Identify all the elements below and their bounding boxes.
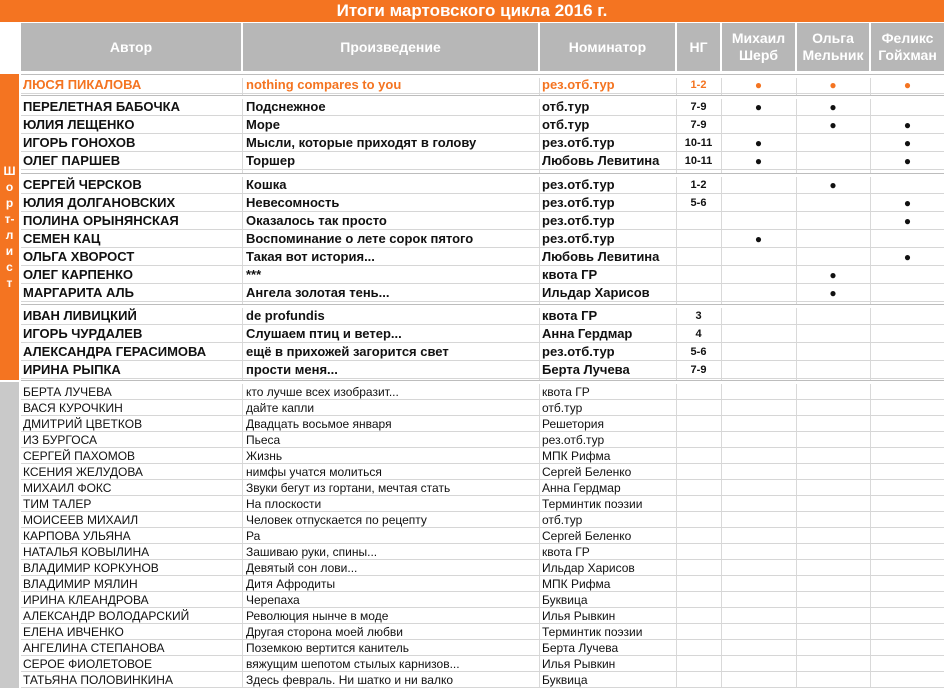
cell-work: nothing compares to you: [246, 77, 402, 92]
cell-author: ОЛЕГ КАРПЕНКО: [23, 267, 134, 282]
table-row: [0, 152, 944, 170]
cell-nominator: отб.тур: [542, 117, 590, 132]
cell-nominator: рез.отб.тур: [542, 177, 615, 192]
table-row: [0, 76, 944, 94]
cell-author: ЮЛИЯ ЛЕЩЕНКО: [23, 117, 135, 132]
cell-judge-melnik: [797, 448, 869, 464]
cell-author: ИРИНА РЫПКА: [23, 362, 121, 377]
cell-nominator: отб.тур: [542, 99, 590, 114]
cell-judge-melnik: [797, 480, 869, 496]
cell-judge-sherb: [722, 512, 795, 528]
cell-judge-sherb: [722, 416, 795, 432]
cell-judge-melnik: [797, 544, 869, 560]
cell-judge-goikhman: [871, 448, 944, 464]
cell-judge-goikhman: ●: [903, 118, 912, 132]
table-row: [0, 528, 944, 544]
cell-ng: 7-9: [690, 101, 707, 113]
table-row: [0, 592, 944, 608]
cell-work: Двадцать восьмое января: [246, 417, 392, 431]
cell-ng: 7-9: [690, 119, 707, 131]
cell-nominator: Буквица: [542, 593, 588, 607]
table-row: [0, 266, 944, 284]
table-row: [0, 400, 944, 416]
cell-judge-sherb: ●: [754, 136, 763, 150]
cell-ng: 10-11: [684, 137, 713, 149]
cell-judge-melnik: [797, 248, 869, 266]
cell-judge-sherb: [722, 116, 795, 134]
table-row: [0, 544, 944, 560]
cell-work: дайте капли: [246, 401, 315, 415]
cell-work: Черепаха: [246, 593, 300, 607]
cell-judge-melnik: [797, 560, 869, 576]
table-row: [0, 384, 944, 400]
cell-judge-melnik: [797, 576, 869, 592]
cell-ng: 1-2: [690, 79, 707, 91]
table-row: [0, 325, 944, 343]
cell-nominator: рез.отб.тур: [542, 195, 615, 210]
cell-work: ***: [246, 267, 262, 282]
header-judge-sherb: Михаил Шерб: [722, 23, 795, 71]
cell-nominator: отб.тур: [542, 401, 583, 415]
cell-ng: [677, 560, 720, 576]
cell-author: ТАТЬЯНА ПОЛОВИНКИНА: [23, 673, 173, 687]
header-author: Автор: [21, 23, 241, 71]
cell-judge-melnik: [797, 400, 869, 416]
cell-judge-sherb: [722, 307, 795, 325]
table-row: [0, 307, 944, 325]
cell-author: ПОЛИНА ОРЫНЯНСКАЯ: [23, 213, 179, 228]
cell-judge-melnik: [797, 384, 869, 400]
cell-ng: [677, 496, 720, 512]
cell-author: ОЛЕГ ПАРШЕВ: [23, 153, 121, 168]
cell-author: МАРГАРИТА АЛЬ: [23, 285, 134, 300]
cell-judge-sherb: [722, 194, 795, 212]
cell-author: ОЛЬГА ХВОРОСТ: [23, 249, 135, 264]
cell-judge-sherb: [722, 432, 795, 448]
cell-author: ИВАН ЛИВИЦКИЙ: [23, 308, 137, 323]
cell-ng: [677, 672, 720, 688]
cell-author: ЛЮСЯ ПИКАЛОВА: [23, 77, 142, 92]
cell-judge-goikhman: [871, 640, 944, 656]
table-row: [0, 98, 944, 116]
cell-author: АНГЕЛИНА СТЕПАНОВА: [23, 641, 165, 655]
cell-work: Здесь февраль. Ни шатко и ни валко: [246, 673, 454, 687]
table-row: [0, 448, 944, 464]
cell-judge-melnik: [797, 608, 869, 624]
table-row: [0, 248, 944, 266]
cell-nominator: МПК Рифма: [542, 577, 611, 591]
cell-author: ЕЛЕНА ИВЧЕНКО: [23, 625, 124, 639]
cell-judge-sherb: [722, 640, 795, 656]
row-divider: [21, 301, 944, 302]
cell-judge-melnik: [797, 656, 869, 672]
cell-judge-goikhman: [871, 400, 944, 416]
cell-judge-melnik: [797, 464, 869, 480]
cell-work: Море: [246, 117, 280, 132]
cell-judge-goikhman: [871, 544, 944, 560]
cell-nominator: Любовь Левитина: [542, 153, 660, 168]
cell-ng: [677, 212, 720, 230]
cell-nominator: рез.отб.тур: [542, 344, 615, 359]
cell-judge-goikhman: [871, 343, 944, 361]
cell-judge-melnik: [797, 512, 869, 528]
table-row: [0, 432, 944, 448]
cell-judge-goikhman: [871, 672, 944, 688]
cell-ng: [677, 640, 720, 656]
cell-author: АЛЕКСАНДРА ГЕРАСИМОВА: [23, 344, 207, 359]
cell-judge-goikhman: [871, 361, 944, 379]
cell-judge-goikhman: ●: [903, 196, 912, 210]
cell-ng: 5-6: [690, 346, 707, 358]
cell-nominator: Ильдар Харисов: [542, 561, 635, 575]
cell-judge-melnik: [797, 496, 869, 512]
cell-work: Воспоминание о лете сорок пятого: [246, 231, 474, 246]
cell-ng: [677, 384, 720, 400]
cell-judge-melnik: [797, 307, 869, 325]
cell-ng: 3: [695, 310, 702, 322]
cell-ng: [677, 656, 720, 672]
cell-author: ИЗ БУРГОСА: [23, 433, 97, 447]
cell-work: de profundis: [246, 308, 325, 323]
cell-author: МОИСЕЕВ МИХАИЛ: [23, 513, 139, 527]
cell-judge-goikhman: [871, 592, 944, 608]
table-row: [0, 576, 944, 592]
cell-judge-sherb: [722, 343, 795, 361]
cell-work: Невесомность: [246, 195, 340, 210]
cell-judge-sherb: [722, 400, 795, 416]
cell-judge-goikhman: [871, 284, 944, 302]
cell-ng: [677, 284, 720, 302]
table-row: [0, 361, 944, 379]
cell-author: АЛЕКСАНДР ВОЛОДАРСКИЙ: [23, 609, 190, 623]
table-row: [0, 343, 944, 361]
cell-judge-melnik: ●: [829, 118, 837, 132]
cell-judge-goikhman: [871, 176, 944, 194]
cell-judge-melnik: [797, 592, 869, 608]
cell-judge-sherb: [722, 656, 795, 672]
cell-judge-sherb: [722, 608, 795, 624]
cell-ng: [677, 480, 720, 496]
header-judge-melnik: Ольга Мельник: [797, 23, 869, 71]
cell-judge-goikhman: [871, 464, 944, 480]
cell-judge-sherb: [722, 496, 795, 512]
cell-judge-sherb: [722, 480, 795, 496]
table-row: [0, 672, 944, 688]
cell-author: ИРИНА КЛЕАНДРОВА: [23, 593, 149, 607]
cell-work: Поземкою вертится канитель: [246, 641, 409, 655]
cell-judge-goikhman: [871, 656, 944, 672]
cell-nominator: Терминтик поэзии: [542, 625, 643, 639]
cell-work: нимфы учатся молиться: [246, 465, 382, 479]
cell-judge-sherb: ●: [754, 100, 763, 114]
cell-judge-melnik: ●: [829, 178, 837, 192]
cell-work: Зашиваю руки, спины...: [246, 545, 378, 559]
page-title: Итоги мартовского цикла 2016 г.: [0, 0, 944, 22]
table-row: [0, 512, 944, 528]
cell-judge-melnik: [797, 528, 869, 544]
cell-author: НАТАЛЬЯ КОВЫЛИНА: [23, 545, 150, 559]
cell-ng: 10-11: [684, 155, 713, 167]
cell-author: СЕРГЕЙ ПАХОМОВ: [23, 449, 136, 463]
table-row: [0, 230, 944, 248]
cell-nominator: квота ГР: [542, 545, 590, 559]
cell-work: Слушаем птиц и ветер...: [246, 326, 402, 341]
cell-judge-melnik: [797, 134, 869, 152]
cell-judge-sherb: [722, 266, 795, 284]
cell-judge-melnik: [797, 640, 869, 656]
cell-author: ТИМ ТАЛЕР: [23, 497, 92, 511]
cell-nominator: Берта Лучева: [542, 641, 619, 655]
table-row: [0, 116, 944, 134]
table-row: [0, 176, 944, 194]
cell-judge-melnik: ●: [829, 268, 837, 282]
cell-nominator: рез.отб.тур: [542, 213, 615, 228]
cell-nominator: рез.отб.тур: [542, 135, 615, 150]
cell-judge-sherb: [722, 384, 795, 400]
cell-work: Оказалось так просто: [246, 213, 387, 228]
cell-nominator: Терминтик поэзии: [542, 497, 643, 511]
cell-ng: [677, 608, 720, 624]
cell-judge-sherb: [722, 248, 795, 266]
cell-ng: [677, 592, 720, 608]
cell-nominator: квота ГР: [542, 267, 598, 282]
cell-ng: [677, 528, 720, 544]
cell-ng: [677, 576, 720, 592]
cell-author: БЕРТА ЛУЧЕВА: [23, 385, 112, 399]
cell-judge-goikhman: [871, 98, 944, 116]
cell-judge-sherb: [722, 464, 795, 480]
cell-judge-goikhman: [871, 528, 944, 544]
row-divider: [21, 93, 944, 94]
cell-judge-goikhman: [871, 560, 944, 576]
cell-author: МИХАИЛ ФОКС: [23, 481, 112, 495]
cell-work: Ангела золотая тень...: [246, 285, 390, 300]
cell-work: Жизнь: [246, 449, 283, 463]
cell-nominator: Берта Лучева: [542, 362, 630, 377]
cell-judge-goikhman: ●: [903, 154, 912, 168]
cell-author: ВЛАДИМИР КОРКУНОВ: [23, 561, 159, 575]
header-nominator: Номинатор: [540, 23, 675, 71]
cell-judge-goikhman: [871, 496, 944, 512]
cell-ng: [677, 266, 720, 284]
cell-author: СЕМЕН КАЦ: [23, 231, 101, 246]
cell-judge-sherb: [722, 592, 795, 608]
cell-ng: [677, 512, 720, 528]
table-row: [0, 480, 944, 496]
table-row: [0, 212, 944, 230]
cell-judge-goikhman: [871, 576, 944, 592]
cell-work: Мысли, которые приходят в голову: [246, 135, 477, 150]
cell-ng: [677, 416, 720, 432]
cell-author: КСЕНИЯ ЖЕЛУДОВА: [23, 465, 143, 479]
table-row: [0, 496, 944, 512]
table-row: [0, 608, 944, 624]
cell-author: ВЛАДИМИР МЯЛИН: [23, 577, 138, 591]
cell-judge-goikhman: [871, 307, 944, 325]
cell-judge-goikhman: [871, 432, 944, 448]
cell-judge-sherb: ●: [754, 78, 763, 92]
cell-ng: 4: [695, 328, 702, 340]
cell-ng: [677, 432, 720, 448]
cell-author: ИГОРЬ ЧУРДАЛЕВ: [23, 326, 143, 341]
cell-judge-goikhman: [871, 480, 944, 496]
cell-work: Такая вот история...: [246, 249, 375, 264]
cell-judge-sherb: [722, 544, 795, 560]
cell-judge-goikhman: ●: [903, 136, 912, 150]
cell-author: ЮЛИЯ ДОЛГАНОВСКИХ: [23, 195, 176, 210]
cell-ng: [677, 248, 720, 266]
cell-judge-melnik: ●: [829, 100, 837, 114]
table-row: [0, 464, 944, 480]
cell-nominator: Ильдар Харисов: [542, 285, 650, 300]
cell-judge-melnik: [797, 325, 869, 343]
cell-work: Революция нынче в моде: [246, 609, 389, 623]
header-work: Произведение: [243, 23, 538, 71]
cell-judge-sherb: [722, 212, 795, 230]
cell-judge-melnik: [797, 672, 869, 688]
cell-work: Человек отпускается по рецепту: [246, 513, 427, 527]
cell-judge-sherb: [722, 325, 795, 343]
cell-ng: [677, 400, 720, 416]
cell-judge-goikhman: ●: [903, 78, 912, 92]
cell-judge-melnik: [797, 624, 869, 640]
cell-judge-goikhman: [871, 230, 944, 248]
cell-judge-goikhman: [871, 624, 944, 640]
cell-nominator: Илья Рывкин: [542, 609, 616, 623]
cell-nominator: рез.отб.тур: [542, 433, 605, 447]
cell-judge-sherb: [722, 176, 795, 194]
cell-ng: [677, 448, 720, 464]
cell-nominator: Буквица: [542, 673, 588, 687]
shortlist-label-text: Шорт-лист: [3, 164, 16, 290]
cell-judge-melnik: [797, 212, 869, 230]
cell-work: Ра: [246, 529, 261, 543]
table-row: [0, 194, 944, 212]
table-row: [0, 640, 944, 656]
cell-nominator: Любовь Левитина: [542, 249, 660, 264]
cell-author: СЕРОЕ ФИОЛЕТОВОЕ: [23, 657, 152, 671]
cell-ng: 5-6: [690, 197, 707, 209]
cell-nominator: отб.тур: [542, 513, 583, 527]
cell-judge-sherb: ●: [754, 154, 763, 168]
cell-judge-goikhman: ●: [903, 250, 912, 264]
cell-author: ДМИТРИЙ ЦВЕТКОВ: [23, 417, 143, 431]
cell-judge-sherb: ●: [754, 232, 763, 246]
cell-work: На плоскости: [246, 497, 322, 511]
cell-judge-sherb: [722, 576, 795, 592]
cell-work: вяжущим шепотом стылых карнизов...: [246, 657, 460, 671]
cell-judge-sherb: [722, 624, 795, 640]
row-divider: [21, 169, 944, 170]
cell-judge-sherb: [722, 560, 795, 576]
cell-judge-melnik: ●: [829, 78, 837, 92]
cell-nominator: Илья Рывкин: [542, 657, 616, 671]
cell-author: ПЕРЕЛЕТНАЯ БАБОЧКА: [23, 99, 180, 114]
cell-work: Кошка: [246, 177, 287, 192]
cell-nominator: рез.отб.тур: [542, 231, 615, 246]
cell-work: Подснежное: [246, 99, 326, 114]
cell-nominator: рез.отб.тур: [542, 77, 615, 92]
table-row: [0, 560, 944, 576]
cell-judge-goikhman: ●: [903, 214, 912, 228]
cell-nominator: Решетория: [542, 417, 604, 431]
cell-nominator: Сергей Беленко: [542, 529, 632, 543]
cell-judge-melnik: [797, 152, 869, 170]
cell-judge-melnik: [797, 361, 869, 379]
cell-judge-goikhman: [871, 512, 944, 528]
cell-judge-melnik: [797, 194, 869, 212]
cell-nominator: квота ГР: [542, 308, 598, 323]
cell-judge-melnik: [797, 343, 869, 361]
cell-work: Звуки бегут из гортани, мечтая стать: [246, 481, 451, 495]
cell-judge-melnik: [797, 416, 869, 432]
cell-work: Торшер: [246, 153, 296, 168]
cell-ng: [677, 464, 720, 480]
cell-work: Дитя Афродиты: [246, 577, 336, 591]
cell-ng: 1-2: [690, 179, 707, 191]
cell-work: кто лучше всех изобразит...: [246, 385, 399, 399]
cell-work: Другая сторона моей любви: [246, 625, 403, 639]
cell-author: ВАСЯ КУРОЧКИН: [23, 401, 123, 415]
cell-work: Пьеса: [246, 433, 281, 447]
cell-ng: [677, 624, 720, 640]
cell-work: ещё в прихожей загорится свет: [246, 344, 449, 359]
cell-judge-melnik: [797, 432, 869, 448]
cell-judge-goikhman: [871, 266, 944, 284]
cell-nominator: Анна Гердмар: [542, 481, 621, 495]
header-ng: НГ: [677, 23, 720, 71]
table-row: [0, 656, 944, 672]
table-row: [0, 624, 944, 640]
cell-judge-melnik: [797, 230, 869, 248]
cell-author: СЕРГЕЙ ЧЕРСКОВ: [23, 177, 142, 192]
cell-nominator: МПК Рифма: [542, 449, 611, 463]
cell-judge-goikhman: [871, 384, 944, 400]
cell-nominator: Сергей Беленко: [542, 465, 632, 479]
row-divider: [21, 378, 944, 379]
cell-work: Девятый сон лови...: [246, 561, 358, 575]
header-judge-goikhman: Феликс Гойхман: [871, 23, 944, 71]
cell-author: ИГОРЬ ГОНОХОВ: [23, 135, 136, 150]
cell-judge-sherb: [722, 672, 795, 688]
cell-judge-sherb: [722, 361, 795, 379]
table-row: [0, 284, 944, 302]
cell-nominator: квота ГР: [542, 385, 590, 399]
cell-judge-sherb: [722, 528, 795, 544]
cell-work: прости меня...: [246, 362, 338, 377]
cell-ng: 7-9: [690, 364, 707, 376]
cell-judge-melnik: ●: [829, 286, 837, 300]
cell-judge-goikhman: [871, 325, 944, 343]
cell-judge-sherb: [722, 448, 795, 464]
cell-judge-sherb: [722, 284, 795, 302]
cell-ng: [677, 230, 720, 248]
table-row: [0, 134, 944, 152]
cell-nominator: Анна Гердмар: [542, 326, 633, 341]
cell-judge-goikhman: [871, 416, 944, 432]
cell-judge-goikhman: [871, 608, 944, 624]
cell-author: КАРПОВА УЛЬЯНА: [23, 529, 131, 543]
cell-ng: [677, 544, 720, 560]
table-row: [0, 416, 944, 432]
